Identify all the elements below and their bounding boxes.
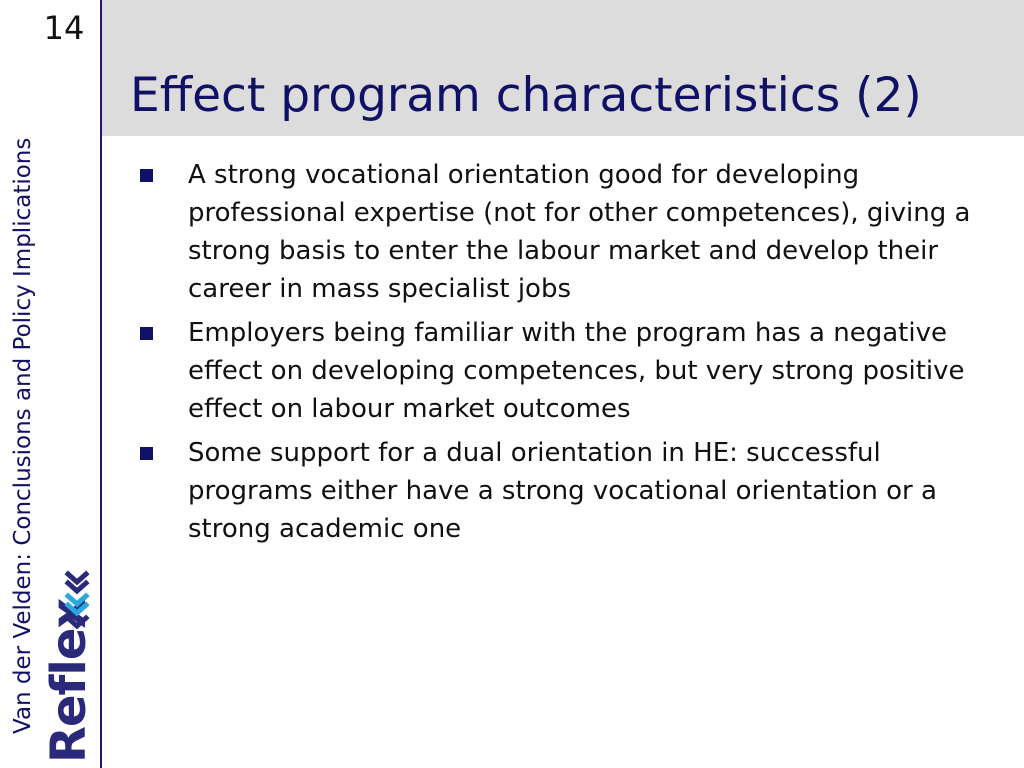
bullet-text: A strong vocational orientation good for developing professional expertise (not for other competences), giving a strong basis to enter the labour market and develop their career in mass specialist jobs: [188, 160, 971, 304]
bullet-item: [138, 314, 1008, 428]
bullet-text: Employers being familiar with the program has a negative effect on developing competences, but very strong positive effect on labour market outcomes: [188, 318, 965, 424]
square-bullet-icon: [140, 327, 153, 340]
slide-title: Effect program characteristics (2): [130, 68, 922, 123]
double-chevron-icon: [60, 570, 94, 634]
bullet-item: [138, 156, 1008, 308]
bullet-list: [138, 156, 1008, 554]
square-bullet-icon: [140, 447, 153, 460]
square-bullet-icon: [140, 169, 153, 182]
bullet-item: [138, 434, 1008, 548]
reflex-logo-text: Reflex: [41, 598, 97, 763]
sidebar-divider: [100, 0, 102, 768]
bullet-text: Some support for a dual orientation in HE: successful programs either have a strong vocational orientation or a strong academic one: [188, 438, 937, 544]
slide-number: 14: [43, 9, 85, 47]
slide-footer: Van der Velden: Conclusions and Policy Implications: [10, 137, 36, 734]
